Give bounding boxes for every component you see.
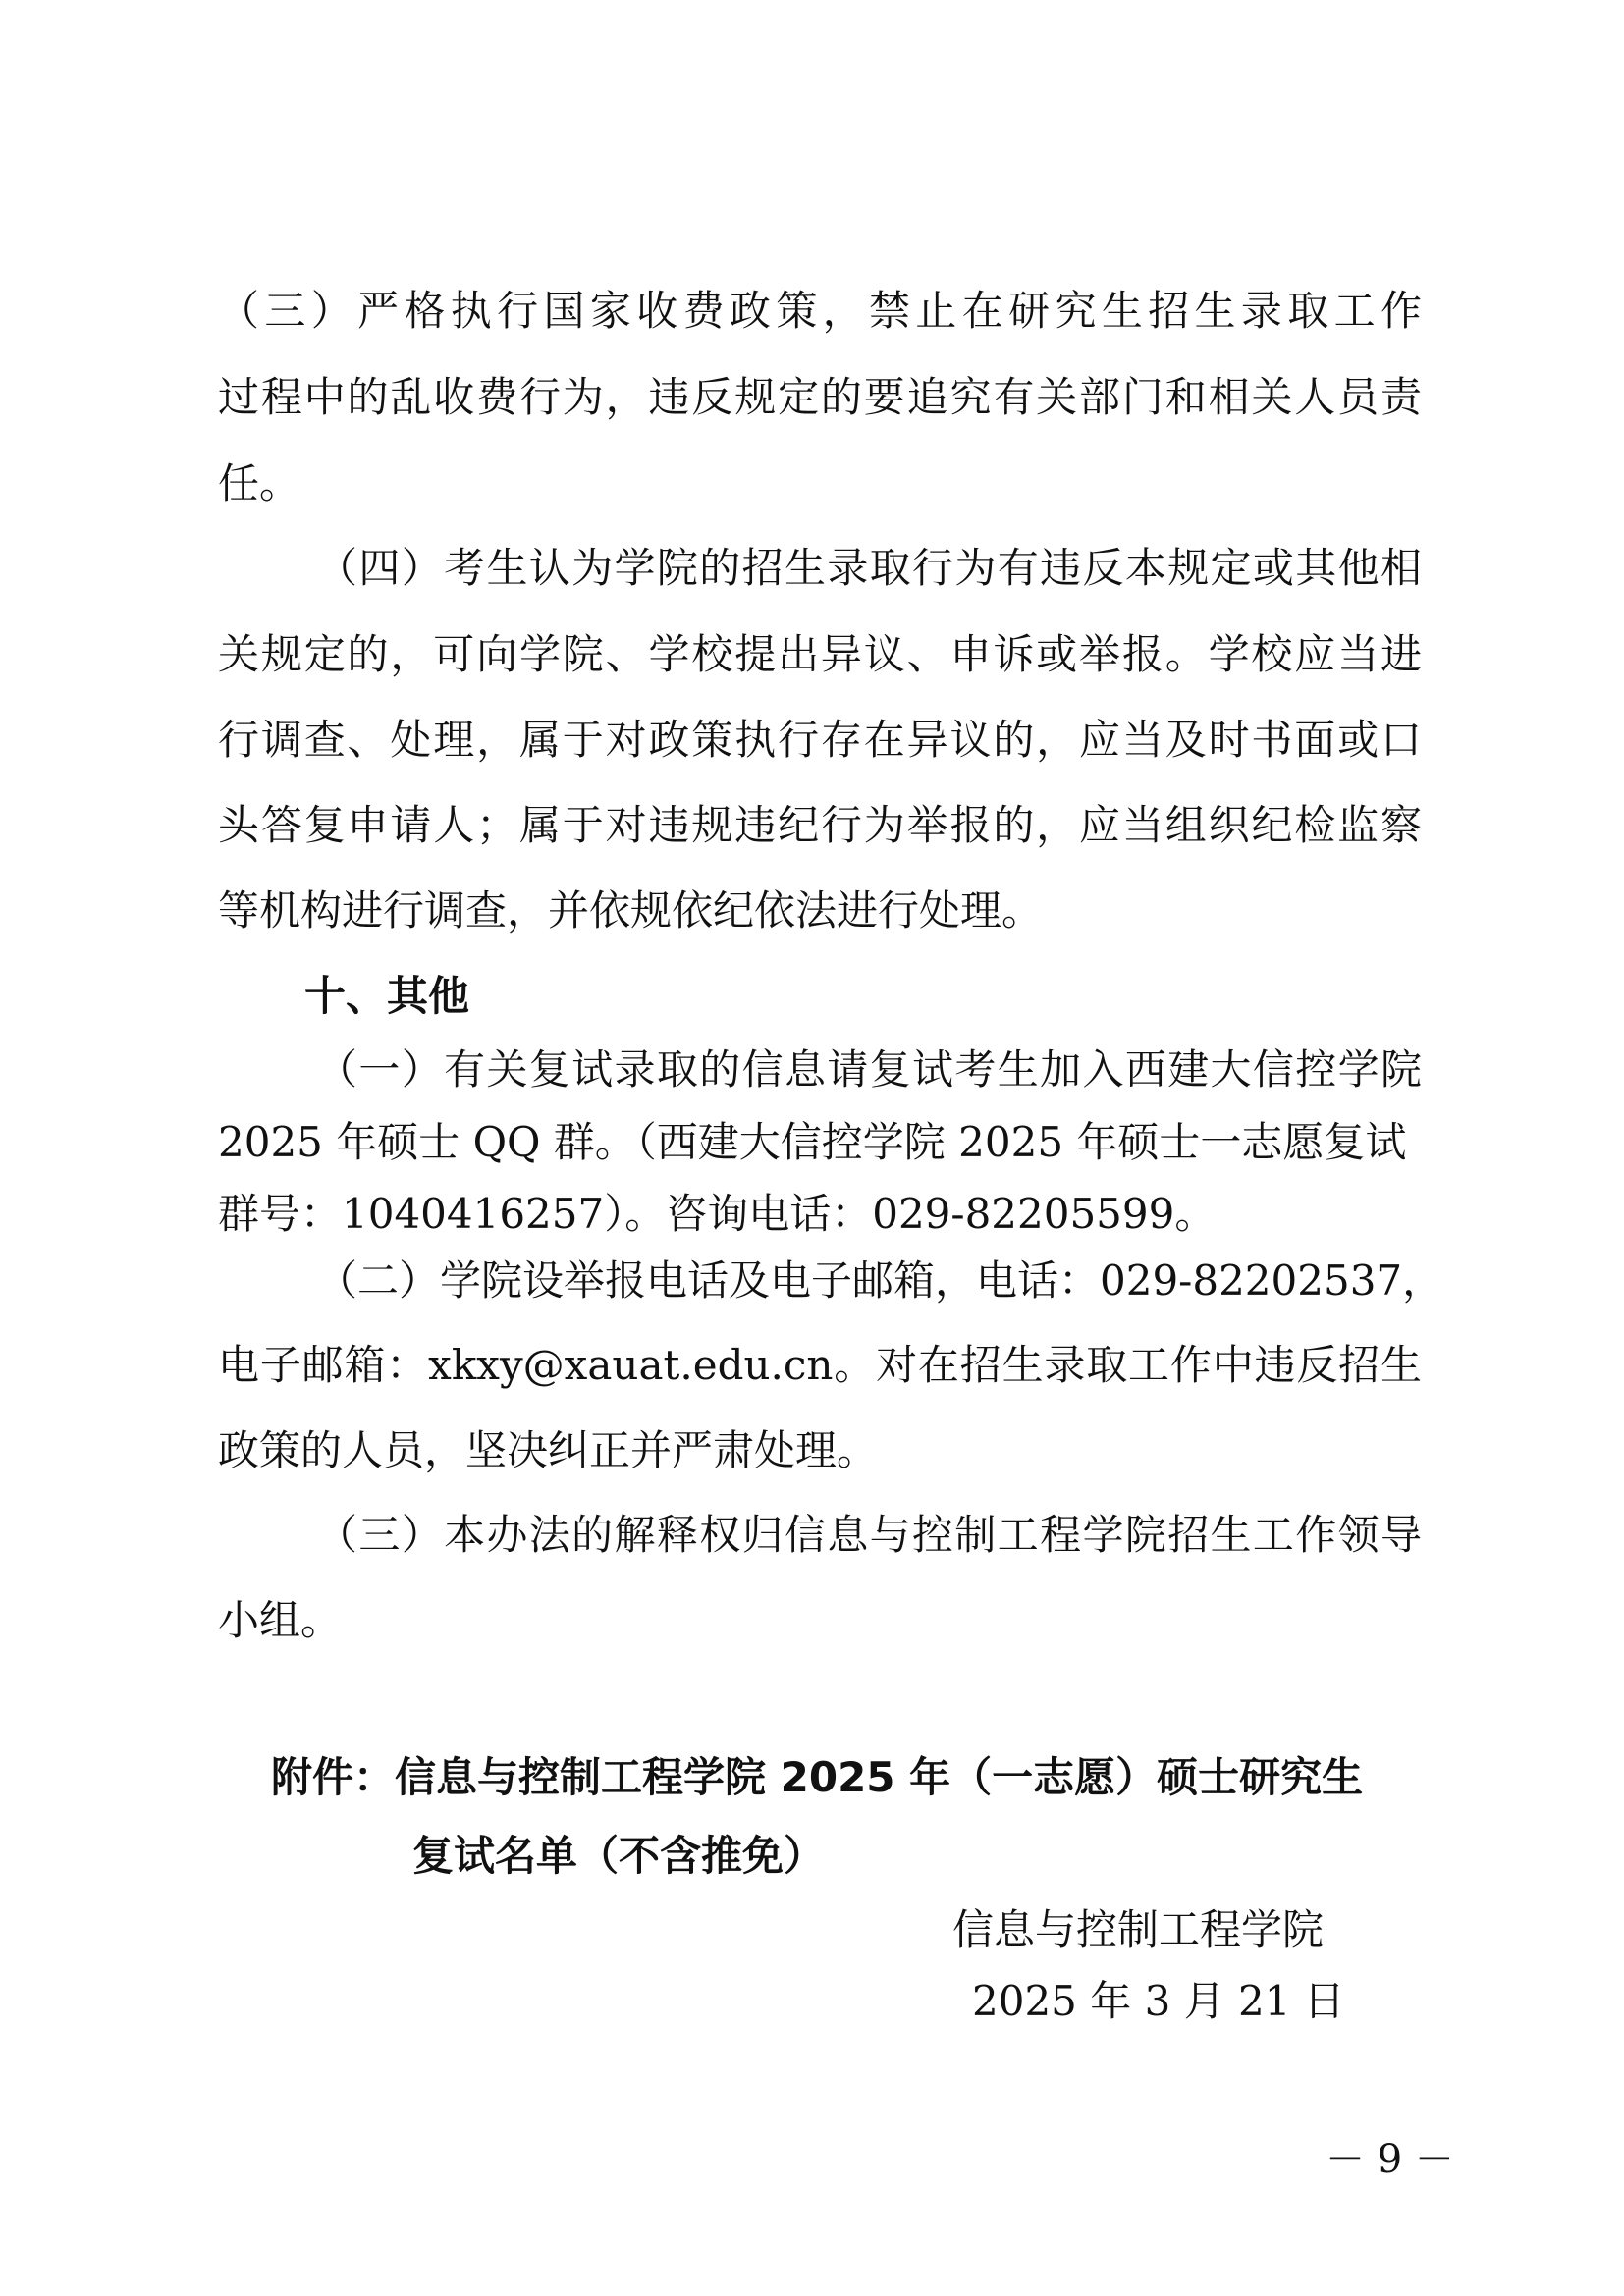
paragraph-appeal-line-3: 行调查、处理，属于对政策执行存在异议的，应当及时书面或口 [218, 716, 1422, 764]
paragraph-qq-group-line-3: 群号：1040416257）。咨询电话：029-82205599。 [218, 1190, 1217, 1238]
paragraph-interpretation-line-1: （三）本办法的解释权归信息与控制工程学院招生工作领导 [316, 1511, 1422, 1559]
paragraph-report-line-2: 电子邮箱：xkxy@xauat.edu.cn。对在招生录取工作中违反招生 [218, 1341, 1422, 1389]
paragraph-appeal-line-1: （四）考生认为学院的招生录取行为有违反本规定或其他相 [316, 544, 1422, 592]
paragraph-fee-policy-line-1: （三）严格执行国家收费政策，禁止在研究生招生录取工作 [218, 287, 1422, 335]
paragraph-fee-policy-line-3: 任。 [218, 459, 301, 507]
signature-date: 2025 年 3 月 21 日 [972, 1977, 1345, 2025]
signature-organization: 信息与控制工程学院 [952, 1905, 1325, 1953]
paragraph-report-line-1: （二）学院设举报电话及电子邮箱，电话：029-82202537， [316, 1256, 1444, 1305]
paragraph-qq-group-line-1: （一）有关复试录取的信息请复试考生加入西建大信控学院 [316, 1045, 1422, 1094]
paragraph-qq-group-line-2: 2025 年硕士 QQ 群。（西建大信控学院 2025 年硕士一志愿复试 [218, 1118, 1407, 1166]
paragraph-fee-policy-line-2: 过程中的乱收费行为，违反规定的要追究有关部门和相关人员责 [218, 373, 1422, 421]
attachment-title-line-1: 附件：信息与控制工程学院 2025 年（一志愿）硕士研究生 [271, 1753, 1364, 1801]
attachment-title-line-2: 复试名单（不含推免） [412, 1832, 826, 1880]
paragraph-appeal-line-2: 关规定的，可向学院、学校提出异议、申诉或举报。学校应当进 [218, 630, 1422, 678]
paragraph-interpretation-line-2: 小组。 [218, 1596, 343, 1644]
paragraph-appeal-line-4: 头答复申请人；属于对违规违纪行为举报的，应当组织纪检监察 [218, 801, 1422, 849]
page-number: － 9 － [1326, 2137, 1454, 2182]
section-heading-other: 十、其他 [304, 972, 470, 1020]
paragraph-appeal-line-5: 等机构进行调查，并依规依纪依法进行处理。 [218, 886, 1044, 934]
paragraph-report-line-3: 政策的人员，坚决纠正并严肃处理。 [218, 1426, 879, 1474]
